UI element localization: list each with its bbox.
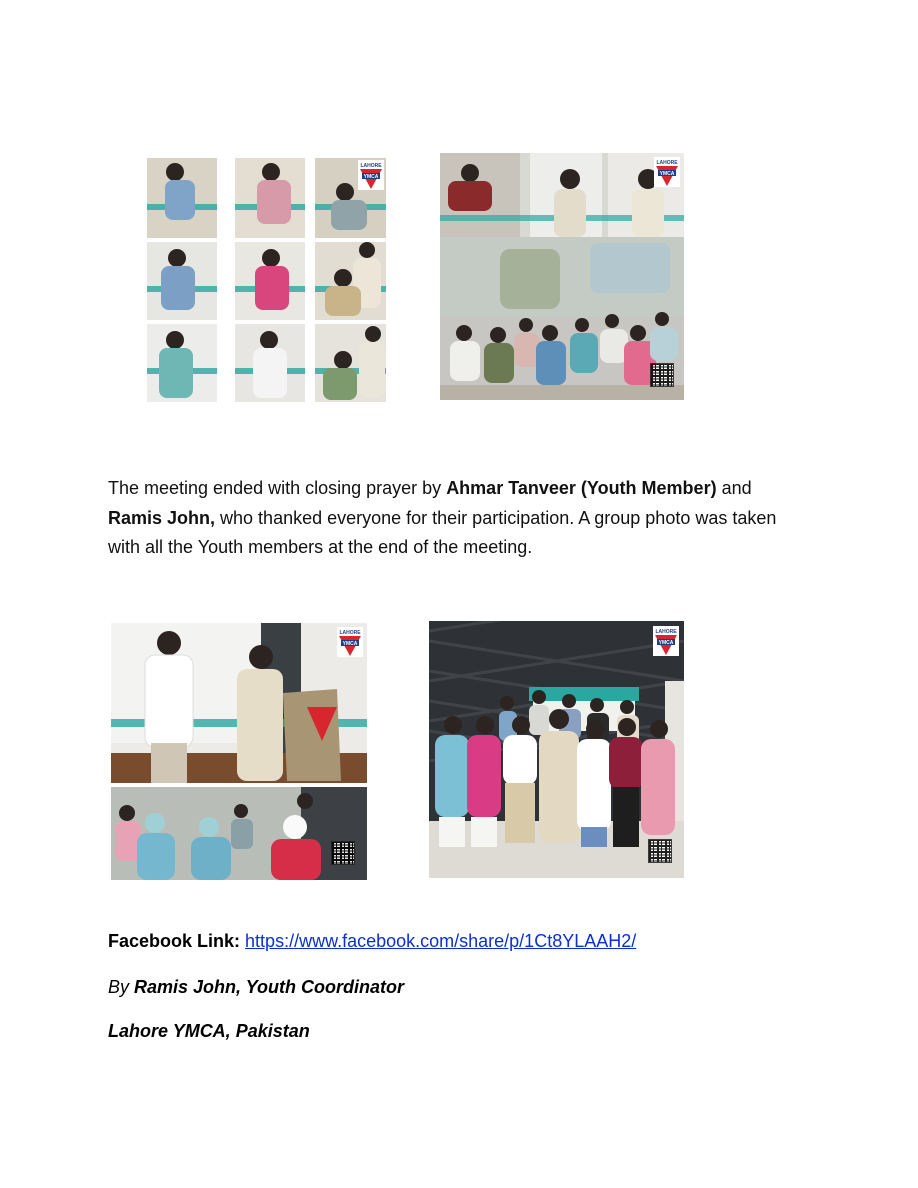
logo-top-text: LAHORE bbox=[360, 163, 382, 169]
organization-name: Lahore YMCA, Pakistan bbox=[108, 1021, 310, 1041]
logo-top-text: LAHORE bbox=[655, 629, 677, 635]
qr-code-icon bbox=[650, 363, 674, 387]
ymca-logo-icon bbox=[358, 160, 384, 190]
qr-code-icon bbox=[648, 839, 672, 863]
paragraph-bold-ahmar: Ahmar Tanveer (Youth Member) bbox=[446, 478, 717, 498]
prayer-collage-photo bbox=[111, 623, 367, 880]
facebook-link-label: Facebook Link: bbox=[108, 931, 241, 951]
closing-paragraph bbox=[108, 474, 808, 563]
group-photo bbox=[429, 621, 684, 878]
signing-collage-photo bbox=[147, 158, 386, 402]
logo-text: YMCA bbox=[363, 174, 379, 180]
paragraph-text-3: who thanked everyone for their participation. A group photo was taken with all the Youth members at the end of the meeting. bbox=[108, 507, 777, 557]
logo-text: YMCA bbox=[659, 171, 675, 177]
logo-text: YMCA bbox=[342, 641, 358, 647]
qr-code-icon bbox=[331, 841, 355, 865]
presentation-collage-photo bbox=[440, 153, 684, 400]
byline-name: Ramis John, Youth Coordinator bbox=[134, 977, 405, 997]
paragraph-bold-ramis: Ramis John, bbox=[108, 507, 216, 528]
byline bbox=[108, 977, 404, 998]
paragraph-text-1: The meeting ended with closing prayer by bbox=[108, 478, 447, 498]
byline-by: By bbox=[108, 977, 135, 997]
facebook-link-line bbox=[108, 931, 636, 952]
ymca-logo-icon bbox=[337, 627, 363, 657]
paragraph-text-2: and bbox=[716, 478, 752, 498]
ymca-logo-icon bbox=[653, 626, 679, 656]
ymca-logo-icon bbox=[654, 157, 680, 187]
logo-top-text: LAHORE bbox=[656, 160, 678, 166]
facebook-link[interactable]: https://www.facebook.com/share/p/1Ct8YLAAH2/ bbox=[245, 931, 637, 951]
logo-text: YMCA bbox=[658, 640, 674, 646]
logo-top-text: LAHORE bbox=[339, 630, 361, 636]
